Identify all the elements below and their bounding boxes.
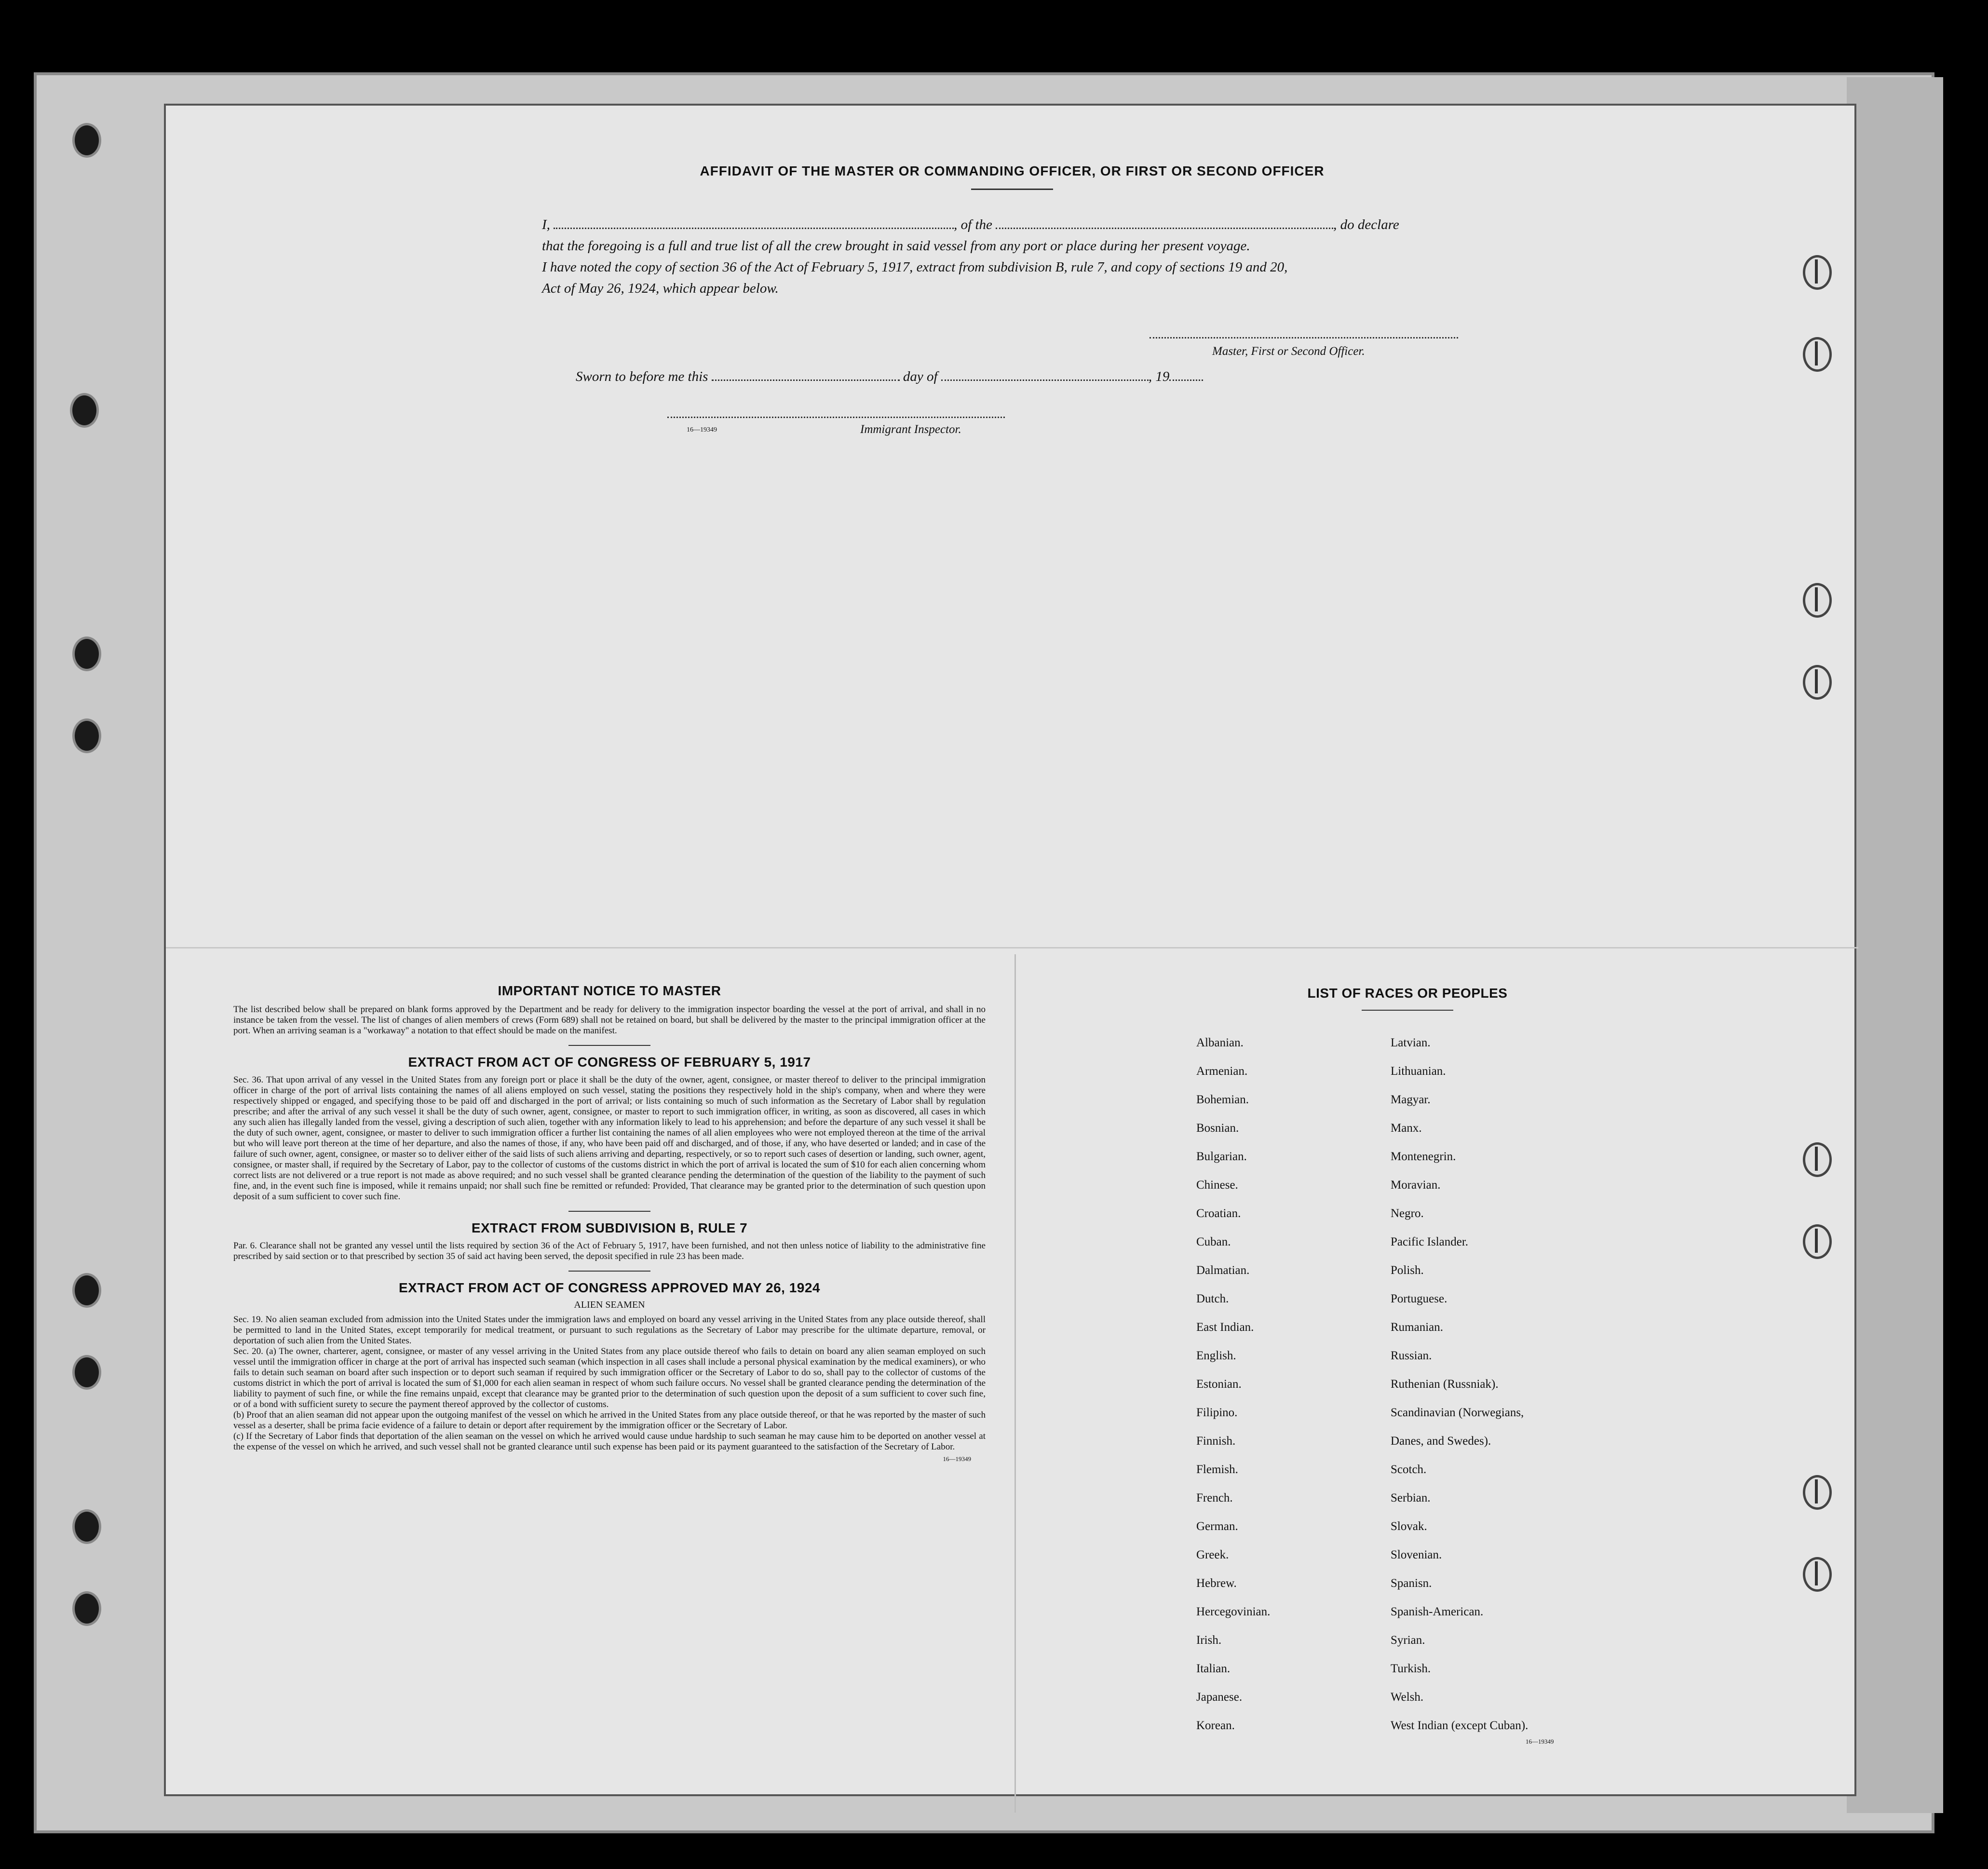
sworn-prefix: Sworn to before me this — [576, 369, 708, 384]
race-item: Slovak. — [1391, 1520, 1427, 1533]
race-item: Spanisn. — [1391, 1577, 1432, 1590]
rule7-title: EXTRACT FROM SUBDIVISION B, RULE 7 — [471, 1220, 748, 1235]
notices-column — [233, 983, 986, 1463]
name-field[interactable] — [554, 219, 954, 229]
race-item: Ruthenian (Russniak). — [1391, 1378, 1499, 1391]
race-item: Cuban. — [1196, 1235, 1231, 1248]
signature-line[interactable] — [1150, 337, 1458, 339]
race-item: Hebrew. — [1196, 1577, 1237, 1590]
signature-label: Master, First or Second Officer. — [1212, 345, 1365, 358]
race-item: West Indian (except Cuban). — [1391, 1719, 1528, 1732]
sworn-line — [576, 366, 1203, 387]
race-item: English. — [1196, 1349, 1236, 1362]
inspector-label: Immigrant Inspector. — [860, 423, 961, 436]
race-item: Scandinavian (Norwegians, — [1391, 1406, 1524, 1419]
sec20c-body: (c) If the Secretary of Labor finds that deportation of the alien seaman on the vessel on which he arrived would cause undue hardship to such seaman he may cause him to be deported on another vessel at the expense of the vessel on which he arrived, and such vessel shall not be granted clearance until such expense has been paid or its payment guaranteed to the satisfaction of the Secretary of Labor. — [233, 1431, 986, 1452]
section-rule — [568, 1045, 650, 1046]
race-item: Scotch. — [1391, 1463, 1427, 1476]
race-item: Montenegrin. — [1391, 1150, 1456, 1163]
race-item: Italian. — [1196, 1662, 1231, 1675]
race-item: Polish. — [1391, 1264, 1424, 1277]
punch-hole — [1803, 665, 1832, 700]
declaration-block — [542, 214, 1482, 299]
race-item: French. — [1196, 1491, 1233, 1504]
race-item: Dalmatian. — [1196, 1264, 1250, 1277]
race-item: Latvian. — [1391, 1036, 1431, 1049]
race-item: Bohemian. — [1196, 1093, 1249, 1106]
sworn-day-of: day of — [903, 369, 938, 384]
punch-hole — [72, 718, 101, 753]
race-item: Korean. — [1196, 1719, 1235, 1732]
race-item: Negro. — [1391, 1207, 1424, 1220]
race-item: Moravian. — [1391, 1178, 1441, 1192]
race-item: Portuguese. — [1391, 1292, 1447, 1305]
declaration-line4: Act of May 26, 1924, which appear below. — [542, 281, 779, 296]
punch-hole — [1803, 337, 1832, 372]
section-rule — [568, 1211, 650, 1212]
punch-hole — [72, 123, 101, 158]
races-column-2 — [1391, 1036, 1528, 1747]
section-rule — [568, 1271, 650, 1272]
backing-sheet-edge — [1847, 77, 1943, 1813]
punch-hole — [72, 1591, 101, 1626]
punch-hole — [70, 393, 99, 428]
extract-1917-body: Sec. 36. That upon arrival of any vessel in the United States from any foreign port or place it shall be the duty of the owner, agent, consignee, or master thereof to deliver to the principal immigration officer in charge of the port of arrival lists containing the names of all aliens employed on such vessel, stating the positions they respectively hold in the ship's company, when and where they were respectively shipped or engaged, and specifying those to be paid off and discharged in the port of arrival; or lists containing so much of such information as the Secretary of Labor shall by regulation prescribe; and after the arrival of any such vessel it shall be the duty of such owner, agent, consignee, or master to report to such immigration officer, in writing, as soon as discovered, all cases in which any such alien has illegally landed from the vessel, giving a description of such alien, together with any information likely to lead to his apprehension; and before the departure of any such vessel it shall be the duty of such owner, agent, consignee, or master to deliver to such immigration officer a further list containing the names of all alien employees who were not employed thereon at the time of the arrival but who will leave port thereon at the time of her departure, and also the names of those, if any, who have been paid off and discharged, and of those, if any, who have deserted or landed; and in case of the failure of such owner, agent, consignee, or master so to deliver either of the said lists of such aliens arriving and departing, respectively, or so to report such cases of desertion or landing, such owner, agent, consignee, or master shall, if required by the Secretary of Labor, pay to the collector of customs of the customs district in which the port of arrival is located the sum of $10 for each alien concerning whom correct lists are not delivered or a true report is not made as above required; and no such vessel shall be granted clearance pending the determination of the question of the liability to the payment of such fine, and, in the event such fine is imposed, while it remains unpaid; nor shall such fine be remitted or refunded: Provided, That clearance may be granted prior to the determination of such question upon deposit of a sum sufficient to cover such fine. — [233, 1075, 986, 1202]
punch-hole — [1803, 1142, 1832, 1177]
race-item: Chinese. — [1196, 1178, 1238, 1192]
race-item: Serbian. — [1391, 1491, 1431, 1504]
race-item: Finnish. — [1196, 1435, 1236, 1448]
punch-hole — [72, 637, 101, 671]
vessel-field[interactable] — [996, 219, 1333, 229]
races-rule — [1362, 1010, 1453, 1011]
sworn-year-field[interactable] — [1169, 371, 1203, 381]
races-section — [1082, 986, 1733, 1011]
race-item: Greek. — [1196, 1548, 1229, 1561]
notice-body: The list described below shall be prepared on blank forms approved by the Department and be ready for delivery to the immigration inspector boarding the vessel at the port of arrival, and shall in no instance be taken from the vessel. The list of changes of alien members of crews (Form 689) shall not be retained on board, but shall be delivered by the master to the principal immigration officer at the port. When an arriving seaman is a "workaway" a notation to that effect should be made on the manifest. — [233, 1004, 986, 1036]
sec20b-body: (b) Proof that an alien seaman did not appear upon the outgoing manifest of the vessel on which he arrived in the United States from any place outside thereof, or that he was reported by the master of such vessel as a deserter, shall be prima facie evidence of a failure to detain or deport after requirement by the immigration officer or the Secretary of Labor. — [233, 1410, 986, 1431]
affidavit-section — [166, 163, 1858, 436]
declaration-line2: that the foregoing is a full and true list of all the crew brought in said vessel from any port or place during her present voyage. — [542, 238, 1250, 254]
affidavit-title: AFFIDAVIT OF THE MASTER OR COMMANDING OFFICER, OR FIRST OR SECOND OFFICER — [700, 163, 1325, 178]
form-number: 16—19349 — [1526, 1738, 1554, 1745]
declare-suffix: , do declare — [1333, 217, 1399, 232]
race-item: Welsh. — [1391, 1691, 1424, 1704]
race-item: Dutch. — [1196, 1292, 1229, 1305]
punch-hole — [72, 1355, 101, 1390]
race-item: Spanish-American. — [1391, 1605, 1484, 1618]
race-item: Bulgarian. — [1196, 1150, 1247, 1163]
punch-hole — [1803, 255, 1832, 290]
declaration-line3: I have noted the copy of section 36 of the Act of February 5, 1917, extract from subdivision B, rule 7, and copy of sections 19 and 20, — [542, 259, 1288, 275]
sec19-body: Sec. 19. No alien seaman excluded from admission into the United States under the immigration laws and employed on board any vessel arriving in the United States from any place outside thereof, shall be permitted to land in the United States, except temporarily for medical treatment, or pursuant to such regulations as the Secretary of Labor may prescribe for the ultimate departure, removal, or deportation of such alien from the United States. — [233, 1314, 986, 1346]
alien-seamen-subtitle: ALIEN SEAMEN — [574, 1300, 645, 1310]
sworn-year: , 19 — [1148, 369, 1170, 384]
race-item: East Indian. — [1196, 1321, 1254, 1334]
extract-1917-title: EXTRACT FROM ACT OF CONGRESS OF FEBRUARY 5, 1917 — [408, 1055, 811, 1070]
race-item: Hercegovinian. — [1196, 1605, 1271, 1618]
title-rule — [971, 189, 1053, 190]
race-item: Filipino. — [1196, 1406, 1238, 1419]
form-number: 16—19349 — [943, 1455, 971, 1463]
declare-prefix: I, — [542, 217, 550, 232]
race-item: Estonian. — [1196, 1378, 1242, 1391]
punch-hole — [72, 1509, 101, 1544]
race-item: Rumanian. — [1391, 1321, 1444, 1334]
punch-hole — [72, 1273, 101, 1308]
inspector-signature-line[interactable] — [667, 417, 1005, 418]
race-item: Flemish. — [1196, 1463, 1238, 1476]
race-item: Albanian. — [1196, 1036, 1244, 1049]
races-title: LIST OF RACES OR PEOPLES — [1307, 986, 1508, 1001]
punch-hole — [1803, 1475, 1832, 1510]
race-item: Magyar. — [1391, 1093, 1431, 1106]
notice-title: IMPORTANT NOTICE TO MASTER — [498, 983, 721, 998]
races-column-1 — [1196, 1036, 1270, 1747]
punch-hole — [1803, 1224, 1832, 1259]
race-item: Russian. — [1391, 1349, 1432, 1362]
sec20a-body: Sec. 20. (a) The owner, charterer, agent, consignee, or master of any vessel arriving in the United States from any place outside thereof who fails to detain on board any alien seaman employed on such vessel until the immigration officer in charge at the port of arrival has inspected such seaman (which inspection in all cases shall include a personal physical examination by the medical examiners), or who fails to detain such seaman on board after such inspection or to deport such seaman if required by such immigration officer or the Secretary of Labor to do so, shall pay to the collector of customs of the customs district in which the port of arrival is located the sum of $1,000 for each alien seaman in respect of whom such failure occurs. No vessel shall be granted clearance pending the determination of the liability to payment of such fine, or while the fine remains unpaid, except that clearance may be granted prior to the determination of such question upon the deposit of a sum sufficient to cover such fine, or of a bond with sufficient surety to secure the payment thereof approved by the collector of customs. — [233, 1346, 986, 1409]
fold-line-vertical — [1014, 954, 1016, 1813]
race-item: Japanese. — [1196, 1691, 1243, 1704]
race-item: Danes, and Swedes). — [1391, 1435, 1491, 1448]
race-item: German. — [1196, 1520, 1238, 1533]
race-item: Pacific Islander. — [1391, 1235, 1469, 1248]
race-item: Manx. — [1391, 1122, 1422, 1135]
sworn-day-field[interactable] — [712, 371, 900, 381]
race-item: Lithuanian. — [1391, 1065, 1446, 1078]
race-item: Syrian. — [1391, 1634, 1425, 1647]
race-item: Armenian. — [1196, 1065, 1248, 1078]
declare-of-the: , of the — [954, 217, 992, 232]
sworn-month-field[interactable] — [941, 371, 1149, 381]
race-item: Croatian. — [1196, 1207, 1241, 1220]
rule7-body: Par. 6. Clearance shall not be granted any vessel until the lists required by section 36 of the Act of February 5, 1917, have been furnished, and not then unless notice of liability to the administrative fine prescribed by said section or to that prescribed by section 35 of said act having been served, the deposit specified in rule 23 has been made. — [233, 1241, 986, 1261]
punch-hole — [1803, 1557, 1832, 1592]
form-number: 16—19349 — [687, 426, 717, 433]
race-item: Bosnian. — [1196, 1122, 1239, 1135]
race-item: Irish. — [1196, 1634, 1222, 1647]
fold-line — [166, 947, 1858, 948]
race-item: Turkish. — [1391, 1662, 1431, 1675]
extract-1924-title: EXTRACT FROM ACT OF CONGRESS APPROVED MAY 26, 1924 — [399, 1280, 820, 1295]
punch-hole — [1803, 583, 1832, 618]
race-item: Slovenian. — [1391, 1548, 1442, 1561]
form-sheet — [164, 104, 1856, 1796]
